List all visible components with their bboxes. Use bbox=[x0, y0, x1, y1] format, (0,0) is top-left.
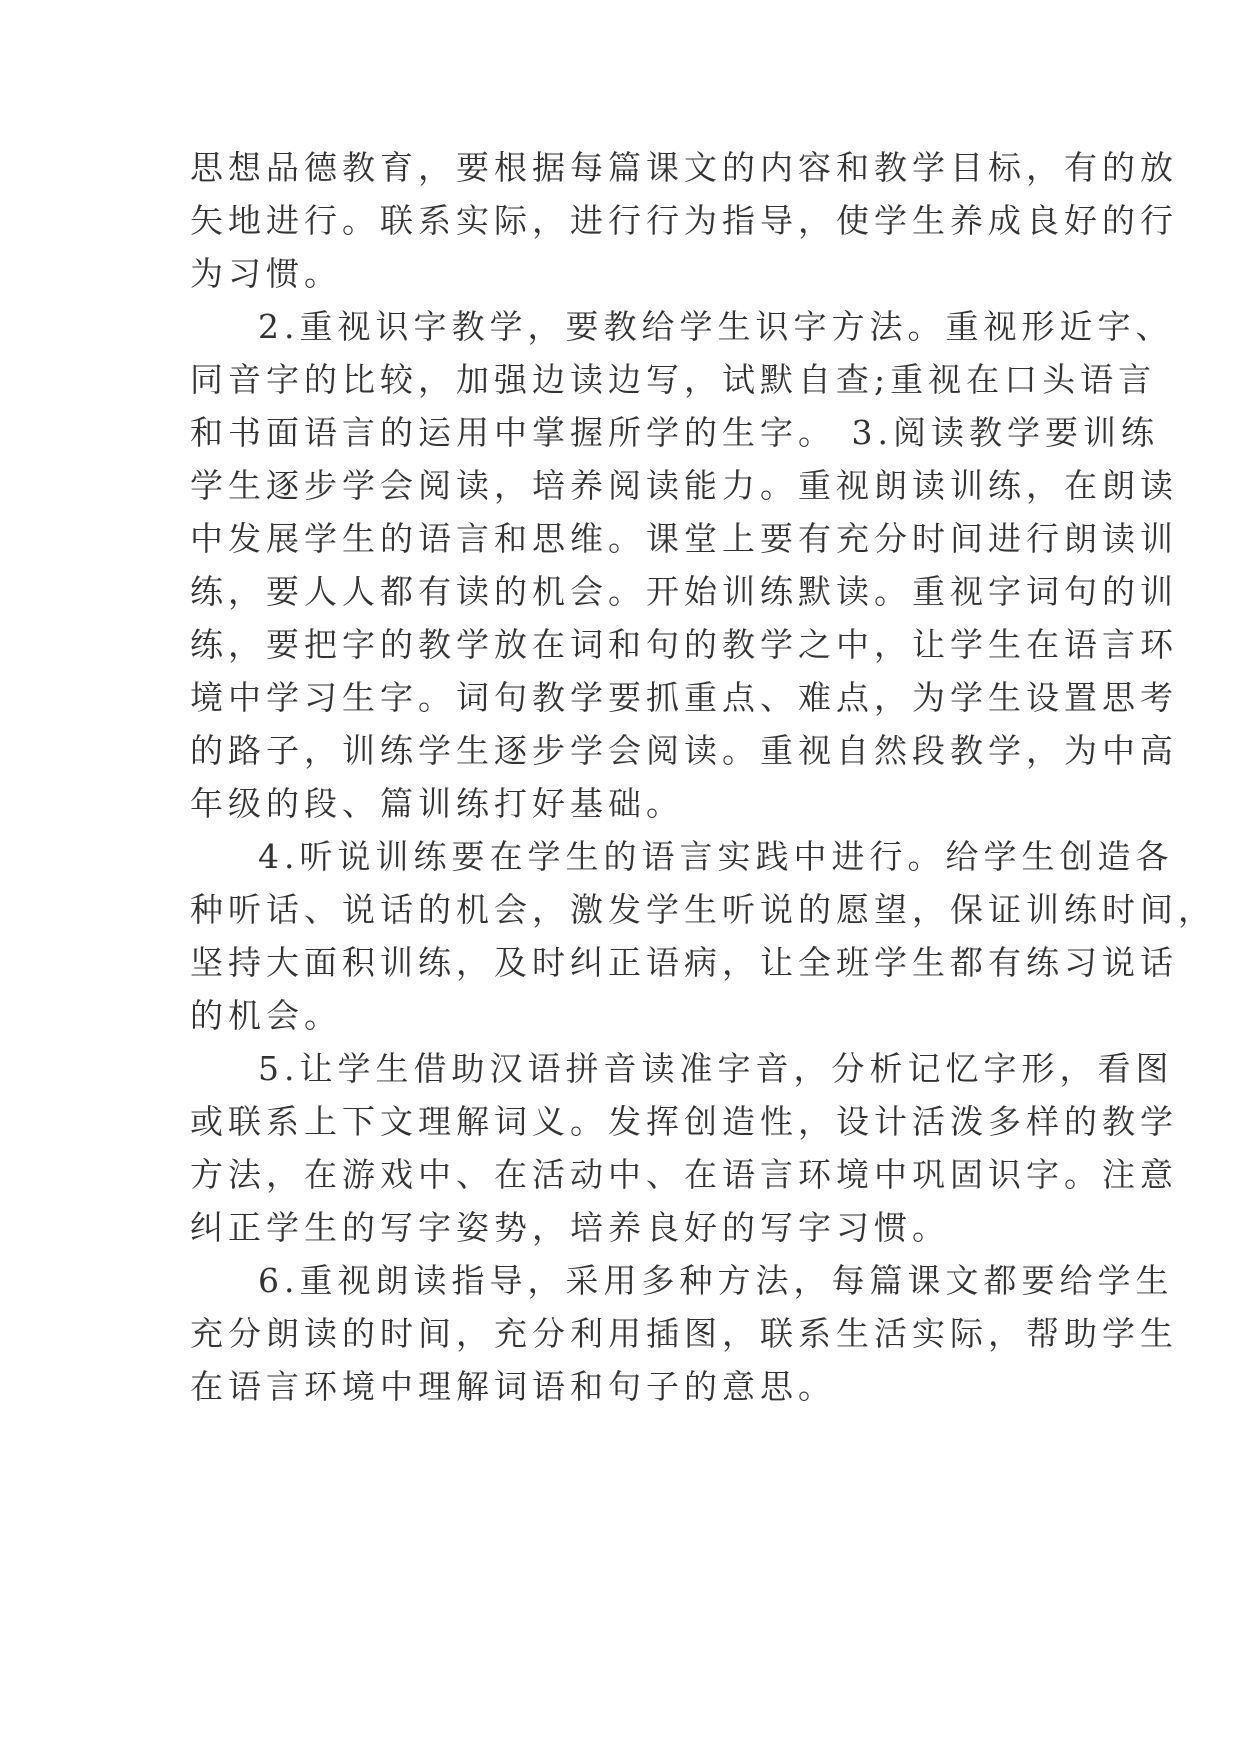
text-line: 为习惯。 bbox=[190, 254, 342, 293]
text-line: 坚持大面积训练，及时纠正语病，让全班学生都有练习说话 bbox=[190, 943, 1178, 982]
text-line: 和书面语言的运用中掌握所学的生字。 3.阅读教学要训练 bbox=[190, 413, 1159, 452]
text-line: 中发展学生的语言和思维。课堂上要有充分时间进行朗读训 bbox=[190, 519, 1178, 558]
text-line: 的路子，训练学生逐步学会阅读。重视自然段教学，为中高 bbox=[190, 731, 1178, 770]
text-line: 6.重视朗读指导，采用多种方法，每篇课文都要给学生 bbox=[258, 1261, 1174, 1300]
text-line: 境中学习生字。词句教学要抓重点、难点，为学生设置思考 bbox=[190, 678, 1178, 717]
text-line: 年级的段、篇训练打好基础。 bbox=[190, 784, 684, 823]
text-line: 或联系上下文理解词义。发挥创造性，设计活泼多样的教学 bbox=[190, 1102, 1178, 1141]
text-line: 纠正学生的写字姿势，培养良好的写字习惯。 bbox=[190, 1208, 950, 1247]
text-line: 充分朗读的时间，充分利用插图，联系生活实际，帮助学生 bbox=[190, 1314, 1178, 1353]
text-line: 的机会。 bbox=[190, 996, 342, 1035]
text-line: 练，要人人都有读的机会。开始训练默读。重视字词句的训 bbox=[190, 572, 1178, 611]
text-line: 方法，在游戏中、在活动中、在语言环境中巩固识字。注意 bbox=[190, 1155, 1178, 1194]
text-line: 思想品德教育，要根据每篇课文的内容和教学目标，有的放 bbox=[190, 148, 1178, 187]
text-line: 在语言环境中理解词语和句子的意思。 bbox=[190, 1367, 836, 1406]
text-line: 4.听说训练要在学生的语言实践中进行。给学生创造各 bbox=[258, 837, 1174, 876]
text-line: 学生逐步学会阅读，培养阅读能力。重视朗读训练，在朗读 bbox=[190, 466, 1178, 505]
text-line: 同音字的比较，加强边读边写，试默自查;重视在口头语言 bbox=[190, 360, 1157, 399]
text-line: 种听话、说话的机会，激发学生听说的愿望，保证训练时间， bbox=[190, 890, 1216, 929]
text-line: 练，要把字的教学放在词和句的教学之中，让学生在语言环 bbox=[190, 625, 1178, 664]
text-line: 2.重视识字教学，要教给学生识字方法。重视形近字、 bbox=[258, 307, 1174, 346]
text-line: 5.让学生借助汉语拼音读准字音，分析记忆字形，看图 bbox=[258, 1049, 1174, 1088]
text-line: 矢地进行。联系实际，进行行为指导，使学生养成良好的行 bbox=[190, 201, 1178, 240]
